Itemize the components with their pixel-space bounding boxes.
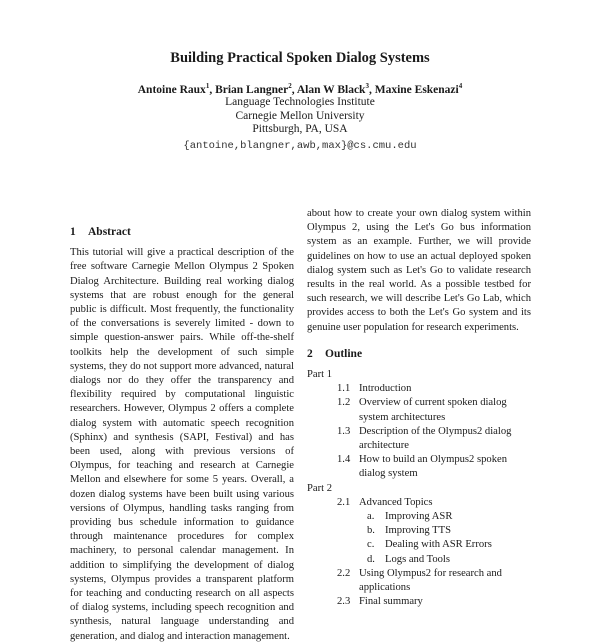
outline-item — [307, 453, 531, 481]
outline-item-text: Advanced Topics — [359, 496, 433, 508]
author-marker: 4 — [458, 82, 463, 90]
outline-item-number: 1.2 — [337, 397, 351, 409]
outline-list — [307, 368, 531, 609]
outline-item-text: Improving ASR — [385, 511, 453, 523]
author-email: {antoine,blangner,awb,max}@cs.cmu.edu — [183, 140, 417, 152]
outline-item-number: a. — [367, 511, 375, 523]
author-name: Maxine Eskenazi — [374, 83, 459, 96]
outline-item — [307, 396, 531, 424]
outline-item-text: How to build an Olympus2 spoken dialog system — [359, 454, 508, 480]
author-marker: 2 — [288, 82, 292, 90]
affiliation — [0, 96, 600, 137]
outline-item-text: Logs and Tools — [385, 553, 450, 565]
outline-item-text: Using Olympus2 for research and applications — [359, 567, 502, 594]
outline-item-text: Improving TTS — [385, 525, 452, 537]
outline-item-text: Overview of current spoken dialog system architectures — [359, 397, 507, 423]
author-marker: 1 — [205, 82, 210, 90]
outline-item-number: b. — [367, 525, 375, 537]
paper-title: Building Practical Spoken Dialog Systems — [170, 50, 430, 66]
outline-item-number: d. — [367, 553, 375, 565]
section-title: Abstract — [88, 226, 131, 238]
author-name: Antoine Raux — [137, 83, 206, 96]
outline-subitem — [307, 553, 531, 567]
university-name: Carnegie Mellon University — [235, 109, 365, 122]
outline-item-number: 2.3 — [337, 596, 351, 608]
outline-item-number: c. — [367, 539, 375, 551]
outline-item — [307, 425, 531, 453]
outline-item — [307, 496, 531, 510]
outline-item-text: Final summary — [359, 596, 423, 608]
author-name: Brian Langner — [215, 83, 289, 96]
outline-subitem — [307, 510, 531, 524]
outline-item-number: 2.2 — [337, 567, 351, 579]
outline-item — [307, 567, 531, 595]
outline-heading — [307, 347, 531, 361]
section-title: Outline — [325, 347, 363, 360]
outline-part-label: Part 1 — [307, 369, 333, 381]
outline-item-text: Dealing with ASR Errors — [385, 539, 492, 551]
section-number: 1 — [70, 226, 76, 238]
outline-item-text: Description of the Olympus2 dialog architecture — [359, 425, 512, 452]
outline-item — [307, 382, 531, 396]
outline-item-text: Introduction — [359, 383, 412, 395]
abstract-text: This tutorial will give a practical description of the free software Carnegie Mellon Olympus 2 Spoken Dialog Architecture. Building real working dialog systems that are robust enough for the general public is difficult. Most frequently, the functionality of the conversations is severely limited - down to simple question-answer pairs. While off-the-shelf toolkits help the development of such simple systems, they do not support more advanced, natural dialogs nor do they offer the transparency and flexibility required by computational linguistic researchers. However, Olympus 2 offers a complete dialog system with automatic speech recognition (Sphinx) and synthesis (SAPI, Festival) and has been used, along with previous versions of Olympus, for teaching and research at Carnegie Mellon and elsewhere for some 5 years. Overall, a dozen dialog systems have been built using various versions of Olympus, handling tasks ranging from providing bus schedule information to guidance through maintenance procedures for complex machinery, to personal calendar management. In addition to simplifying the development of dialog systems, Olympus provides a transparent platform for teaching and conducting research on all aspects of dialog systems, including speech recognition and synthesis, natural language understanding and generation, and dialog and interaction management. — [70, 247, 294, 642]
outline-item-number: 1.3 — [337, 425, 351, 437]
location: Pittsburgh, PA, USA — [252, 123, 348, 135]
outline-subitem — [307, 524, 531, 538]
outline-item — [307, 595, 531, 609]
right-column — [307, 207, 531, 609]
author-marker: 3 — [365, 82, 369, 90]
abstract-heading — [70, 225, 294, 239]
abstract-continued-rest: Further, we will provide guidelines on how to use an actual deployed spoken dialog system such as Let's Go to validate research results in the real world. As a possible testbed for such research, we will describe Let's Go Lab, which provides access to both the Let's Go system and its genuine user population for research experiments. — [307, 236, 531, 333]
outline-part-label: Part 2 — [307, 482, 333, 494]
outline-item-number: 2.1 — [337, 496, 351, 508]
abstract-continued-lead: about how to create your own dialog system within Olympus 2, using the Let's Go bus information system as an example. — [307, 208, 531, 248]
outline-item-number: 1.4 — [337, 454, 351, 466]
abstract-continued-text — [307, 207, 531, 335]
outline-item-number: 1.1 — [337, 383, 351, 395]
outline-subitem — [307, 538, 531, 552]
left-column — [70, 225, 294, 644]
institute-name: Language Technologies Institute — [225, 96, 375, 108]
section-number: 2 — [307, 347, 313, 360]
author-name: Alan W Black — [296, 83, 366, 96]
author-list: Antoine Raux$^1$, Brian Langner$^2$, Alan W Black$^3$, Maxine Eskenazi$^4$ — [137, 82, 463, 96]
